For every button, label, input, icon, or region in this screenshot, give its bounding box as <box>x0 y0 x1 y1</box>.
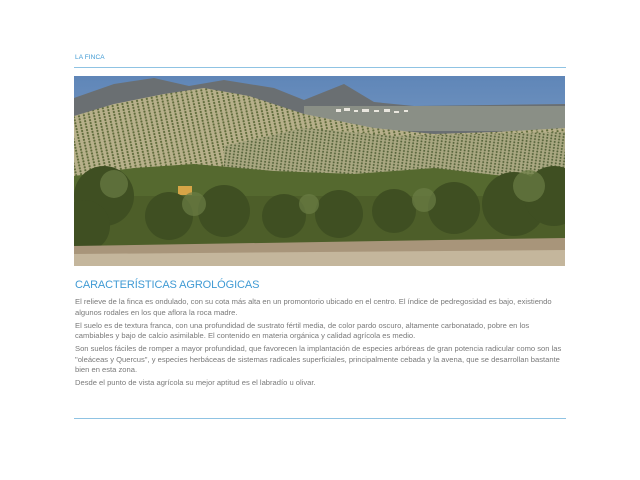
bottom-divider <box>74 418 566 419</box>
section-label: LA FINCA <box>75 54 105 61</box>
paragraph-soil-texture: El suelo es de textura franca, con una profundidad de sustrato fértil media, de color pardo oscuro, altamente carbonatado, pobre en los cambiables y bajo de calcio asimilable. El contenido en materia orgánica y calidad agrícola es medio. <box>75 320 530 341</box>
paragraph-aptitude: Desde el punto de vista agrícola su mejor aptitud es el labradío u olivar. <box>75 378 316 388</box>
top-divider <box>74 67 566 68</box>
paragraph-relief: El relieve de la finca es ondulado, con su cota más alta en un promontorio ubicado en el centro. El índice de pedregosidad es bajo, existiendo algunos rodales en los que aflora la roca madre. <box>75 297 552 317</box>
body-text <box>75 297 565 391</box>
section-heading: CARACTERÍSTICAS AGROLÓGICAS <box>75 279 260 291</box>
landscape-photo <box>74 76 565 266</box>
paragraph-soil-depth: Son suelos fáciles de romper a mayor profundidad, que favorecen la implantación de especies arbóreas de gran potencia radicular como son las "oleáceas y Quercus", y especies herbáceas de sistemas radicales superficiales, principalmente cebada y la avena, que se desarrollan bastante bien en esta zona. <box>75 344 562 375</box>
